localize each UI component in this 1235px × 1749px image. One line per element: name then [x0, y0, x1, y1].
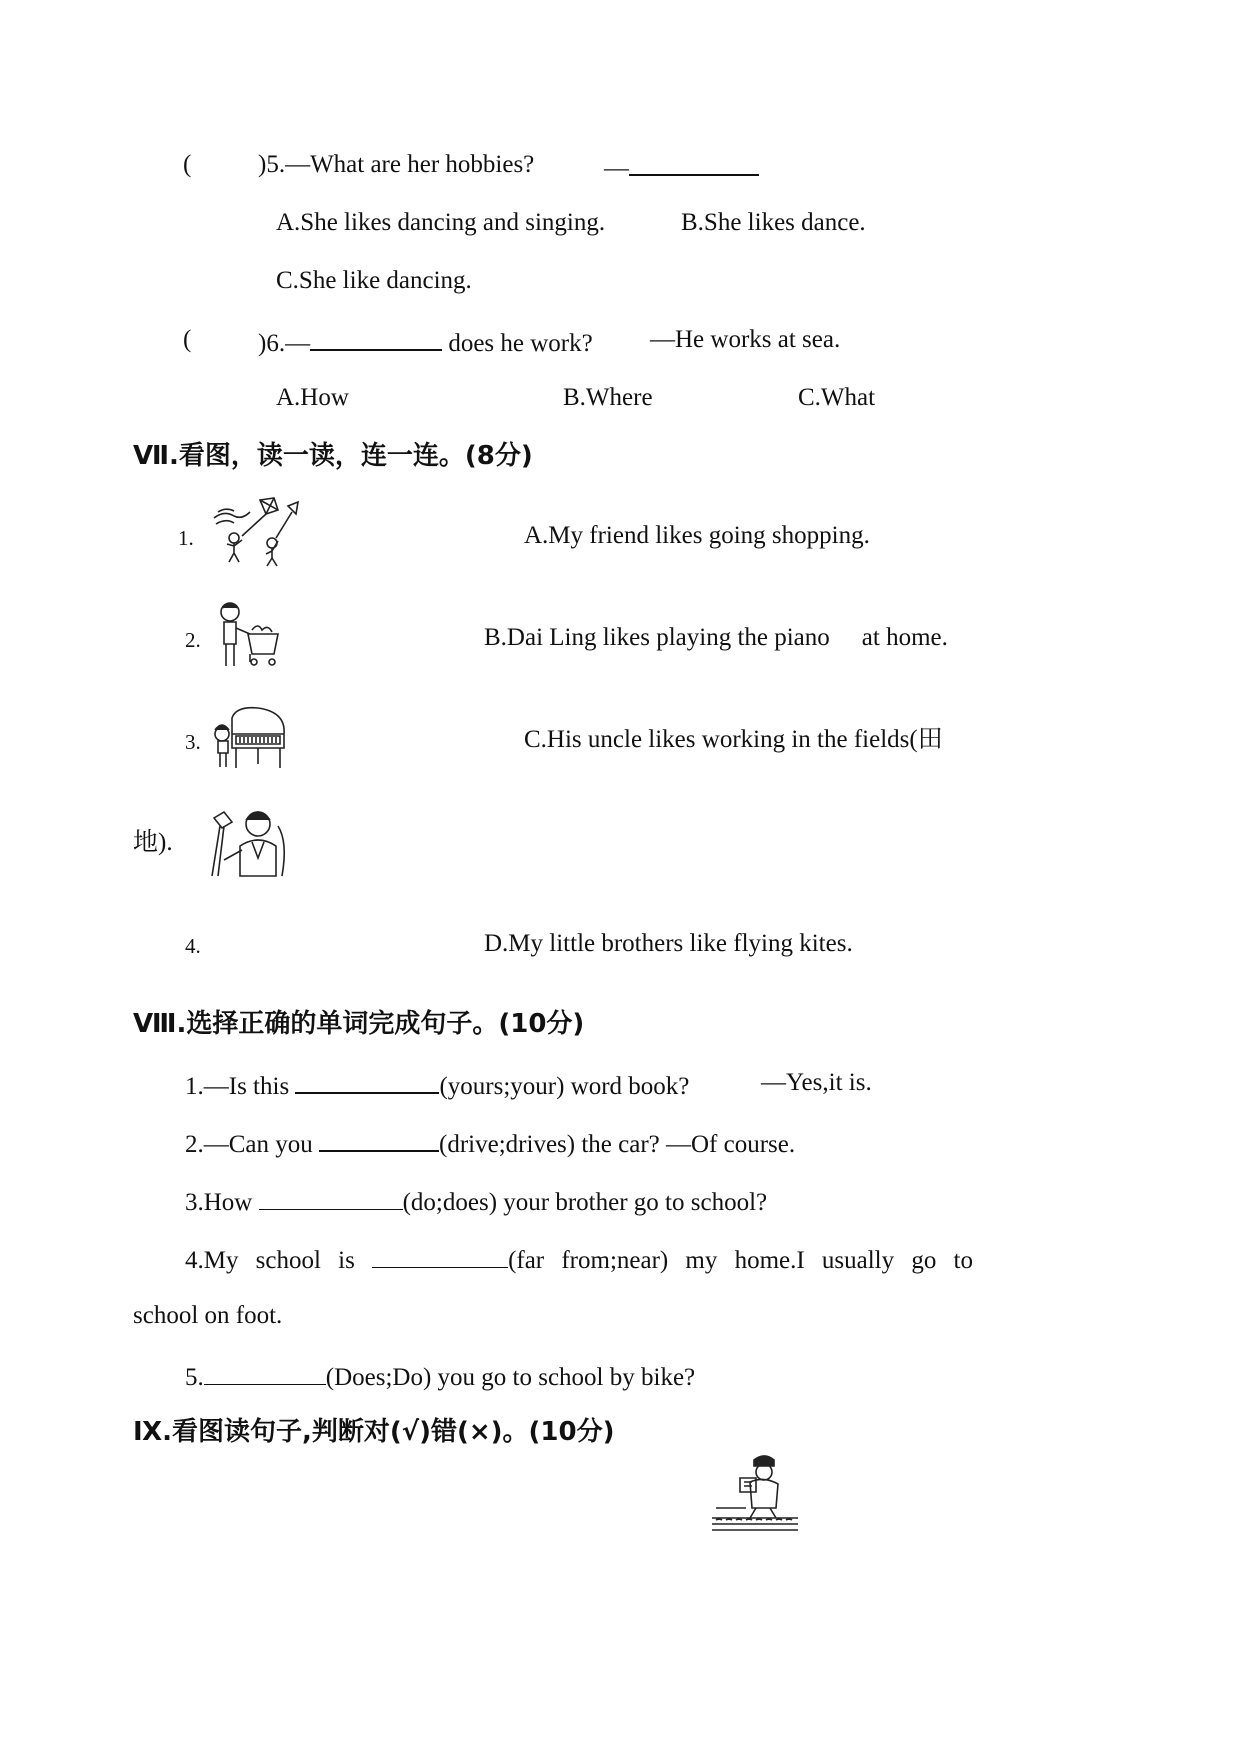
match-number-1: 1.	[178, 526, 194, 550]
q5-answer-blank[interactable]	[629, 150, 759, 176]
piano-picture	[210, 704, 290, 774]
q6-paren: (	[183, 326, 192, 353]
sentence-3-post: (do;does) your brother go to school?	[402, 1189, 768, 1216]
farmer-picture	[206, 806, 290, 878]
sentence-5-blank[interactable]	[204, 1360, 326, 1385]
q5-paren: (	[183, 151, 192, 178]
sentence-3-blank[interactable]	[259, 1185, 403, 1210]
section-7-title: Ⅶ.看图，读一读，连一连。(8分)	[133, 441, 533, 471]
sentence-2-pre: 2.—Can you	[185, 1131, 313, 1158]
match-number-3: 3.	[185, 730, 201, 754]
q5-dash	[604, 150, 759, 184]
sentence-5-post: (Does;Do) you go to school by bike?	[325, 1364, 696, 1391]
sentence-2-blank[interactable]	[319, 1126, 439, 1152]
shopping-cart-picture	[212, 600, 284, 672]
q6-stem	[258, 325, 593, 359]
q6-option-c: C.What	[798, 384, 876, 411]
match-option-b	[484, 623, 948, 653]
q6-answer: —He works at sea.	[650, 326, 841, 353]
sentence-1-answer: —Yes,it is.	[761, 1069, 872, 1096]
sentence-1	[185, 1068, 689, 1102]
sentence-1-blank[interactable]	[295, 1068, 439, 1094]
q6-option-a: A.How	[276, 384, 349, 411]
sentence-5-pre: 5.	[185, 1364, 204, 1391]
q5-stem: )5.—What are her hobbies?	[258, 151, 535, 178]
section-9-title: Ⅸ.看图读句子,判断对(√)错(×)。(10分)	[133, 1417, 615, 1447]
match-option-d: D.My little brothers like flying kites.	[484, 930, 853, 957]
match-option-a: A.My friend likes going shopping.	[524, 522, 870, 549]
q5-option-a: A.She likes dancing and singing.	[276, 209, 606, 236]
sentence-2-post: (drive;drives) the car? —Of course.	[439, 1131, 796, 1158]
sentence-5	[185, 1360, 695, 1393]
sentence-4-post: (far from;near) my home.I usually go to	[508, 1247, 973, 1274]
match-number-2: 2.	[185, 628, 201, 652]
match-option-b-part2: at home.	[861, 624, 948, 651]
match-option-b-part1: B.Dai Ling likes playing the piano	[484, 624, 830, 651]
q5-option-c: C.She like dancing.	[276, 267, 472, 294]
sentence-4-pre: 4.My school is	[185, 1247, 355, 1274]
q6-stem-pre: )6.—	[258, 330, 311, 357]
sentence-3-pre: 3.How	[185, 1189, 253, 1216]
q6-answer-blank[interactable]	[310, 325, 442, 351]
q6-stem-post: does he work?	[448, 330, 593, 357]
sentence-4	[185, 1243, 973, 1276]
sentence-2	[185, 1126, 795, 1160]
section-8-title: Ⅷ.选择正确的单词完成句子。(10分)	[133, 1009, 585, 1039]
sentence-1-post: (yours;your) word book?	[439, 1073, 690, 1100]
sentence-3	[185, 1185, 767, 1218]
match-number-4: 4.	[185, 934, 201, 958]
train-reader-picture	[710, 1452, 800, 1536]
sentence-4-blank[interactable]	[372, 1243, 508, 1268]
sentence-4-continued: school on foot.	[133, 1302, 283, 1329]
q5-option-b: B.She likes dance.	[681, 209, 866, 236]
sentence-1-pre: 1.—Is this	[185, 1073, 290, 1100]
match-option-c: C.His uncle likes working in the fields(田	[524, 726, 943, 753]
kite-flying-picture	[212, 496, 304, 568]
match-option-c-continued: 地).	[133, 829, 173, 856]
q6-option-b: B.Where	[563, 384, 653, 411]
q5-dash-text: —	[604, 155, 629, 182]
